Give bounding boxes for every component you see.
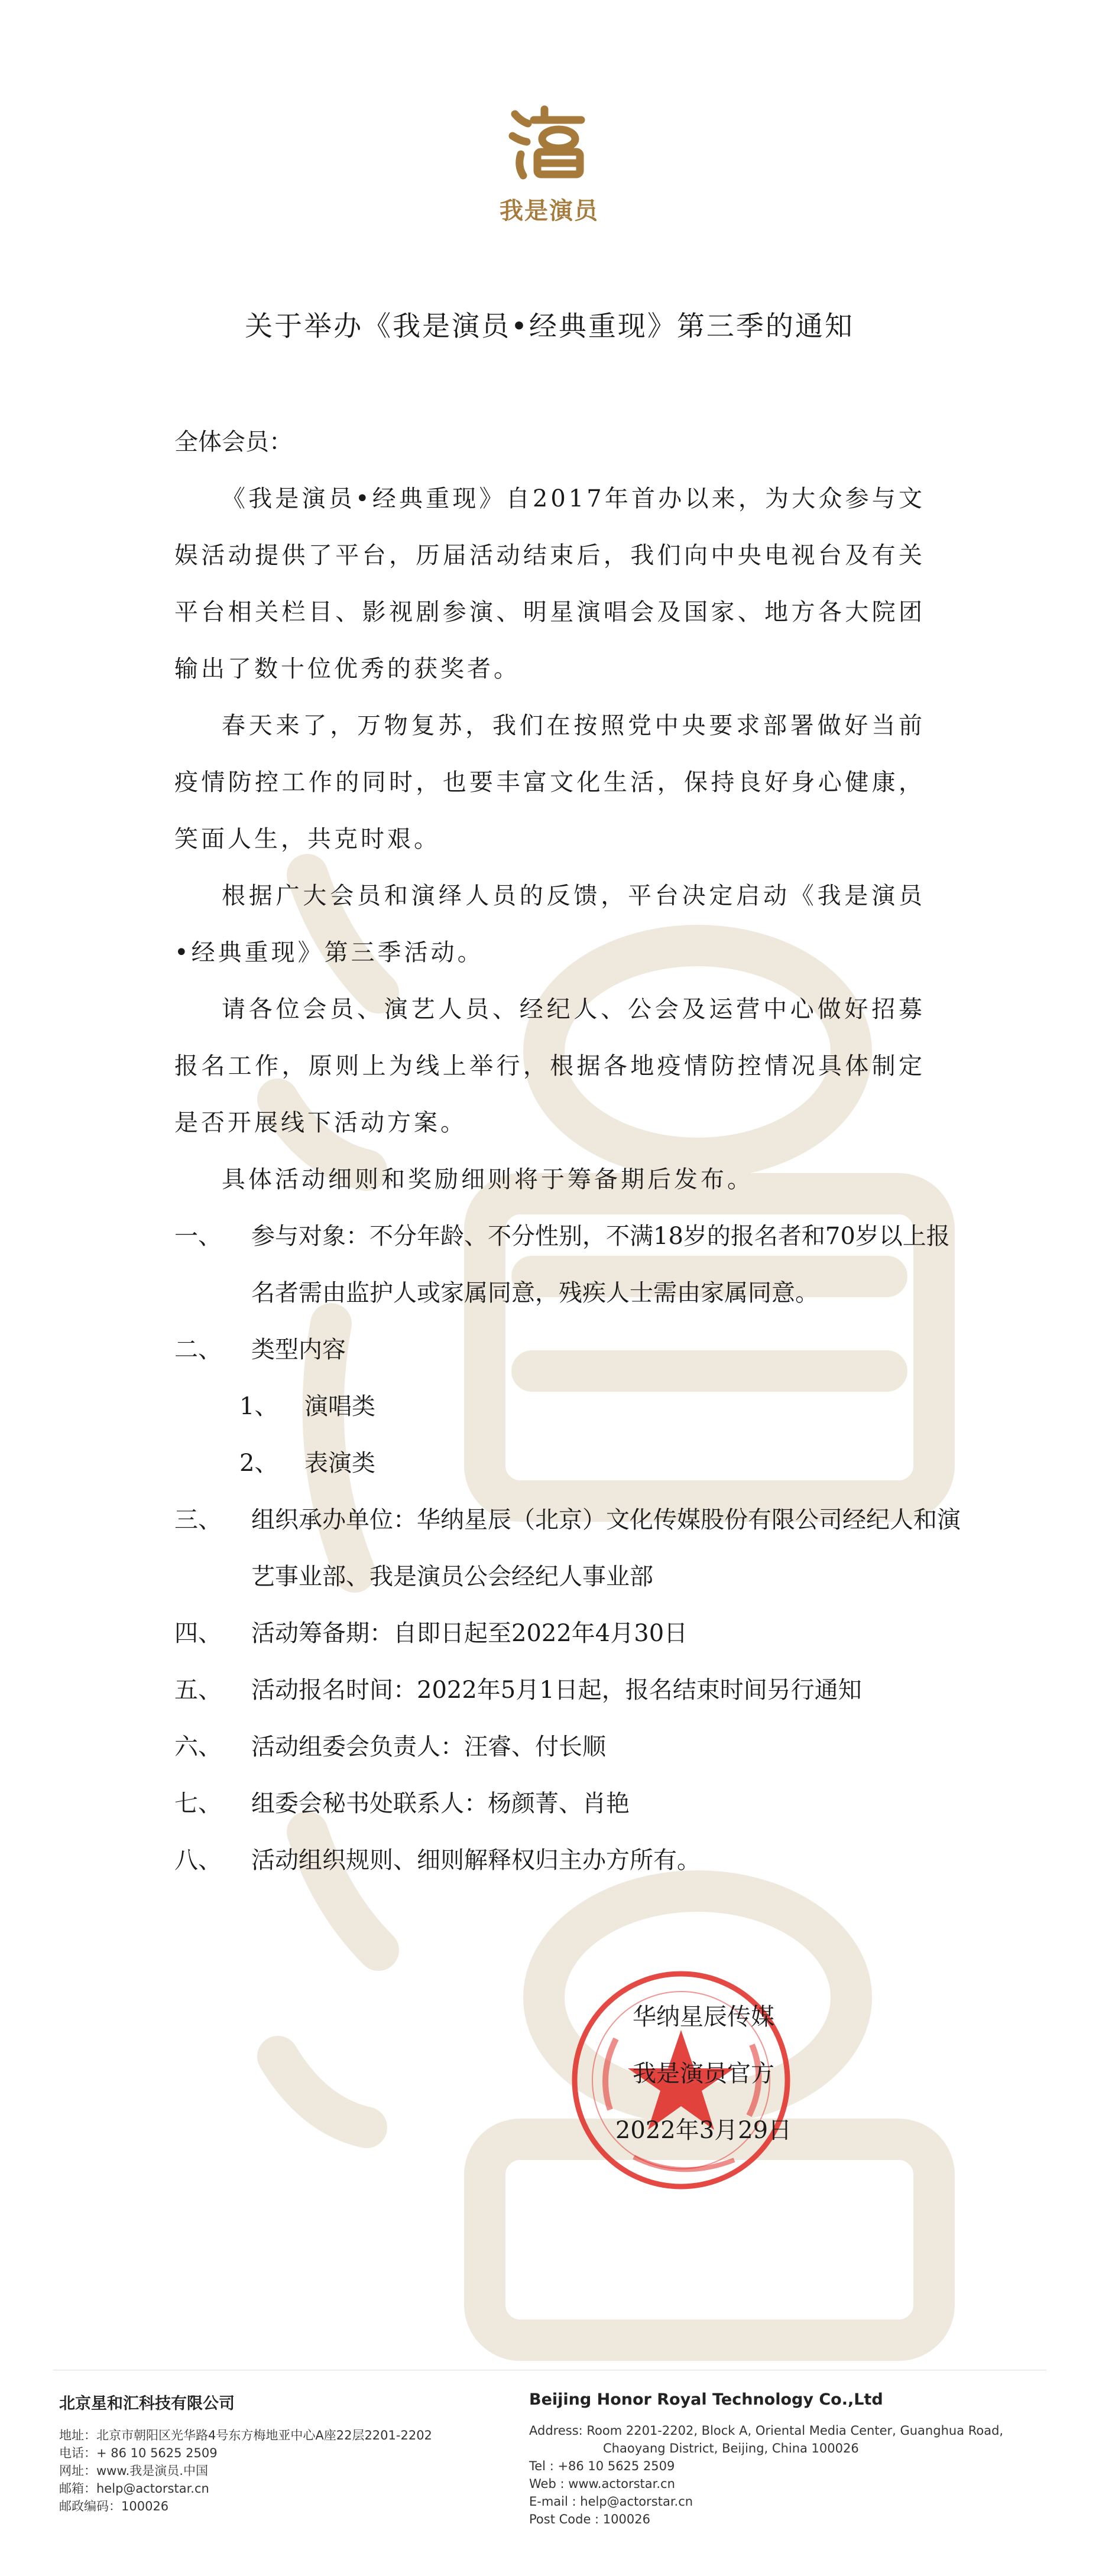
item-number: 四、 — [174, 1620, 222, 1647]
list-item — [174, 1492, 961, 1605]
footer-address-cn: 地址：北京市朝阳区光华路4号东方梅地亚中心A座22层2201-2202 — [59, 2428, 432, 2442]
paragraph-recruit: 请各位会员、演艺人员、经纪人、公会及运营中心做好招募报名工作，原则上为线上举行，根据各地疫情防控情况具体制定是否开展线下活动方案。 — [174, 996, 925, 1136]
item-number: 八、 — [174, 1847, 222, 1874]
item-list — [174, 1208, 961, 1889]
footer-address-en-1: Address: Room 2201-2202, Block A, Oriental Media Center, Guanghua Road, — [529, 2424, 1004, 2438]
footer-postcode-en: Post Code : 100026 — [529, 2512, 650, 2526]
list-item — [174, 1775, 961, 1832]
footer-phone-cn: 电话：+ 86 10 5625 2509 — [59, 2446, 218, 2460]
paragraph-spring: 春天来了，万物复苏，我们在按照党中央要求部署做好当前疫情防控工作的同时，也要丰富文化生活，保持良好身心健康，笑面人生，共克时艰。 — [174, 712, 925, 853]
footer-email-en: E-mail : help@actorstar.cn — [529, 2494, 693, 2509]
paragraph-decision: 根据广大会员和演绎人员的反馈，平台决定启动《我是演员•经典重现》第三季活动。 — [174, 882, 925, 966]
signature-company: 华纳星辰传媒 — [633, 2003, 774, 2031]
footer-company-cn: 北京星和汇科技有限公司 — [59, 2395, 235, 2413]
logo-text: 我是演员 — [500, 197, 599, 225]
item-text: 活动组织规则、细则解释权归主办方所有。 — [251, 1847, 701, 1874]
footer-postcode-cn: 邮政编码：100026 — [59, 2499, 169, 2513]
footer-tel-en: Tel : +86 10 5625 2509 — [529, 2459, 675, 2473]
item-text: 组织承办单位：华纳星辰（北京）文化传媒股份有限公司经纪人和演艺事业部、我是演员公会经纪人事业部 — [251, 1506, 961, 1590]
paragraph-intro: 《我是演员•经典重现》自2017年首办以来，为大众参与文娱活动提供了平台，历届活动结束后，我们向中央电视台及有关平台相关栏目、影视剧参演、明星演唱会及国家、地方各大院团输出了数十位优秀的获奖者。 — [174, 485, 925, 683]
item-text: 活动筹备期：自即日起至2022年4月30日 — [251, 1620, 688, 1647]
item-number: 六、 — [174, 1733, 222, 1760]
item-number: 五、 — [174, 1677, 222, 1704]
list-item — [174, 1378, 961, 1435]
footer-company-en: Beijing Honor Royal Technology Co.,Ltd — [529, 2390, 883, 2409]
list-item — [174, 1662, 961, 1719]
footer-chinese — [59, 2390, 520, 2515]
item-text: 活动组委会负责人：汪睿、付长顺 — [251, 1733, 606, 1760]
item-text: 演唱类 — [304, 1393, 375, 1420]
signature-block — [591, 1989, 816, 2159]
footer-email-cn: 邮箱：help@actorstar.cn — [59, 2481, 209, 2496]
item-text: 类型内容 — [251, 1336, 346, 1363]
item-number: 七、 — [174, 1790, 222, 1817]
item-text: 活动报名时间：2022年5月1日起，报名结束时间另行通知 — [251, 1677, 862, 1704]
item-number: 二、 — [174, 1336, 222, 1363]
footer-web-en: Web : www.actorstar.cn — [529, 2477, 675, 2491]
list-item — [174, 1321, 961, 1378]
list-item — [174, 1208, 961, 1321]
list-item — [174, 1605, 961, 1662]
footer-english — [529, 2390, 1049, 2528]
paragraph-rules: 具体活动细则和奖励细则将于筹备期后发布。 — [222, 1166, 754, 1193]
actor-logo-icon — [508, 103, 591, 180]
signature-official: 我是演员官方 — [633, 2060, 774, 2087]
item-number: 三、 — [174, 1506, 222, 1534]
signature-date: 2022年3月29日 — [615, 2117, 792, 2144]
list-item — [174, 1719, 961, 1775]
footer-website-cn: 网址：www.我是演员.中国 — [59, 2464, 208, 2478]
item-text: 参与对象：不分年龄、不分性别，不满18岁的报名者和70岁以上报名者需由监护人或家属同意，残疾人士需由家属同意。 — [251, 1223, 950, 1307]
page-title: 关于举办《我是演员•经典重现》第三季的通知 — [245, 310, 854, 343]
salutation: 全体会员： — [174, 428, 293, 456]
item-text: 组委会秘书处联系人：杨颜菁、肖艳 — [251, 1790, 630, 1817]
brand-logo — [490, 103, 608, 226]
item-number: 一、 — [174, 1223, 222, 1250]
item-text: 表演类 — [304, 1450, 375, 1477]
list-item — [174, 1435, 961, 1492]
item-number: 1、 — [239, 1393, 278, 1420]
item-number: 2、 — [239, 1450, 278, 1477]
list-item — [174, 1832, 961, 1889]
footer-address-en-2: Chaoyang District, Beijing, China 100026 — [603, 2441, 859, 2455]
